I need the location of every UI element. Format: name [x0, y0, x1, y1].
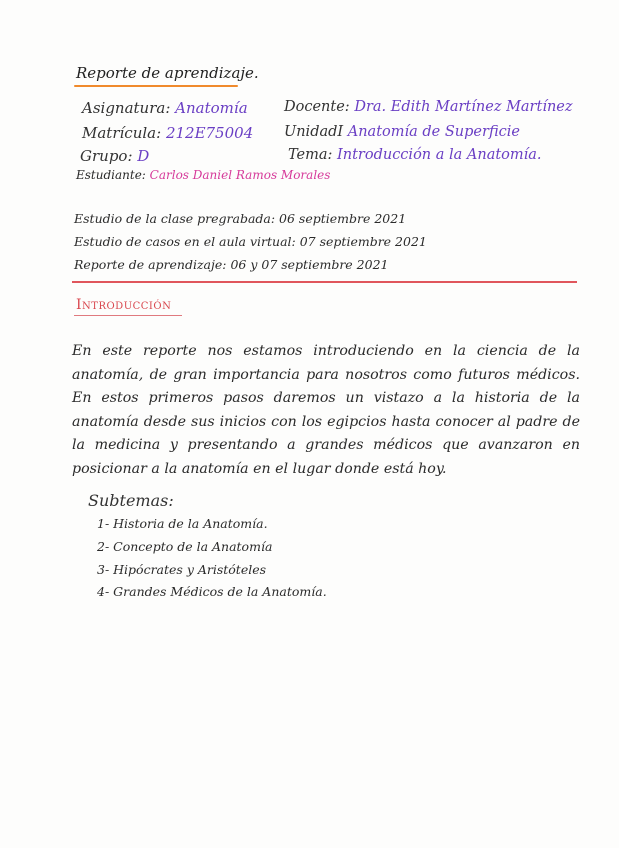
- estudiante-value: Carlos Daniel Ramos Morales: [149, 168, 331, 182]
- asignatura-row: [82, 99, 248, 117]
- matricula-row: [82, 124, 253, 142]
- schedule-item-clase: Estudio de la clase pregrabada: 06 septiembre 2021: [74, 211, 407, 226]
- unidad-label: UnidadI: [284, 124, 344, 140]
- subtema-item-3: 3- Hipócrates y Aristóteles: [97, 562, 267, 577]
- section-divider: [72, 281, 577, 283]
- tema-value: Introducción a la Anatomía.: [337, 147, 542, 163]
- tema-label: Tema:: [288, 147, 333, 163]
- estudiante-row: [76, 168, 330, 182]
- asignatura-label: Asignatura:: [82, 99, 171, 117]
- matricula-label: Matrícula:: [82, 124, 162, 142]
- unidad-row: [284, 124, 520, 140]
- schedule-item-casos: Estudio de casos en el aula virtual: 07 septiembre 2021: [74, 234, 427, 249]
- subtema-item-1: 1- Historia de la Anatomía.: [97, 516, 268, 531]
- grupo-value: D: [137, 147, 150, 165]
- intro-paragraph: En este reporte nos estamos introduciendo en la ciencia de la anatomía, de gran importancia para nosotros como futuros médicos. En estos primeros pasos daremos un vistazo a la historia de la anatomía desde sus inicios con los egipcios hasta conocer al padre de la medicina y presentando a grandes médicos que avanzaron en posicionar a la anatomía en el lugar donde está hoy.: [72, 343, 580, 477]
- intro-heading: Introducción: [76, 297, 172, 313]
- unidad-value: Anatomía de Superficie: [347, 124, 520, 140]
- schedule-item-reporte: Reporte de aprendizaje: 06 y 07 septiembre 2021: [74, 257, 389, 272]
- estudiante-label: Estudiante:: [76, 168, 146, 182]
- subtemas-heading: Subtemas:: [88, 491, 174, 510]
- tema-row: [288, 147, 542, 163]
- docente-value: Dra. Edith Martínez Martínez: [354, 99, 573, 115]
- docente-label: Docente:: [284, 99, 350, 115]
- report-title: Reporte de aprendizaje.: [76, 64, 259, 82]
- subtema-item-4: 4- Grandes Médicos de la Anatomía.: [97, 584, 327, 599]
- grupo-label: Grupo:: [80, 147, 133, 165]
- matricula-value: 212E75004: [165, 124, 254, 142]
- asignatura-value: Anatomía: [175, 99, 248, 117]
- docente-row: [284, 99, 573, 115]
- grupo-row: [80, 147, 149, 165]
- subtema-item-2: 2- Concepto de la Anatomía: [97, 539, 273, 554]
- title-underline: [74, 85, 238, 87]
- intro-underline: [74, 315, 182, 316]
